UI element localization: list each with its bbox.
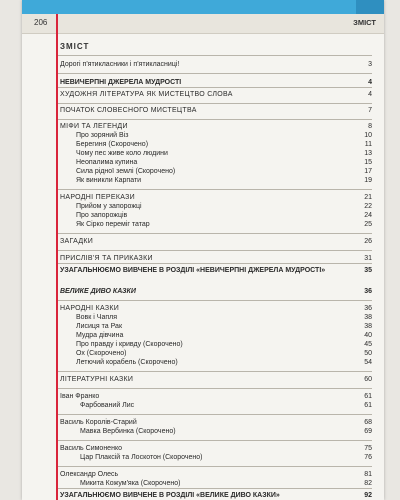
entry-page: 36 — [364, 288, 372, 295]
divider — [58, 414, 372, 415]
entry-page: 26 — [364, 238, 372, 245]
entry-page: 61 — [364, 402, 372, 409]
entry-text: Василь Симоненко — [60, 445, 122, 452]
entry-text: НАРОДНІ ПЕРЕКАЗИ — [60, 194, 135, 201]
top-color-band — [22, 0, 384, 14]
entry-page: 76 — [364, 454, 372, 461]
entry-page: 15 — [364, 159, 372, 166]
toc-entry — [58, 392, 372, 401]
toc-entry — [58, 202, 372, 211]
entry-text: Василь Королів-Старий — [60, 419, 137, 426]
divider — [58, 371, 372, 372]
entry-text: Лисиця та Рак — [76, 323, 123, 330]
toc-entry — [58, 193, 372, 202]
header-accent-line — [56, 14, 58, 33]
entry-page: 81 — [364, 471, 372, 478]
book-page — [22, 0, 384, 500]
entry-page: 3 — [368, 61, 372, 68]
toc-entry — [58, 287, 372, 296]
entry-text: Про зоряний Віз — [76, 132, 129, 139]
entry-page: 82 — [364, 480, 372, 487]
toc-entry — [58, 176, 372, 185]
divider — [58, 488, 372, 489]
divider — [58, 119, 372, 120]
toc-entry — [58, 427, 372, 436]
divider — [58, 388, 372, 389]
toc-entry — [58, 90, 372, 99]
toc-entry — [58, 106, 372, 115]
entry-page: 31 — [364, 255, 372, 262]
entry-page: 92 — [364, 492, 372, 499]
toc-entry — [58, 453, 372, 462]
toc-entry — [58, 304, 372, 313]
entry-text: УЗАГАЛЬНЮЄМО ВИВЧЕНЕ В РОЗДІЛІ «ВЕЛИКЕ ДИВО КАЗКИ» — [60, 492, 280, 499]
page-number: 206 — [34, 18, 48, 27]
toc-entry — [58, 331, 372, 340]
toc-entry — [58, 211, 372, 220]
toc-entry — [58, 158, 372, 167]
entry-page: 21 — [364, 194, 372, 201]
toc-entry — [58, 167, 372, 176]
entry-page: 50 — [364, 350, 372, 357]
entry-page: 25 — [364, 221, 372, 228]
running-header — [22, 14, 384, 34]
toc-entry — [58, 313, 372, 322]
entry-page: 22 — [364, 203, 372, 210]
entry-text: Фарбований Лис — [80, 402, 135, 409]
top-band-edge — [356, 0, 384, 14]
entry-text: Ох (Скорочено) — [76, 350, 127, 357]
toc-entry — [58, 418, 372, 427]
entry-text: Цар Плаксій та Лоскотон (Скорочено) — [80, 454, 203, 461]
entry-text: ЗАГАДКИ — [60, 238, 94, 245]
divider — [58, 233, 372, 234]
entry-text: НАРОДНІ КАЗКИ — [60, 305, 120, 312]
entry-page: 38 — [364, 323, 372, 330]
running-section-title: ЗМІСТ — [353, 18, 376, 27]
toc-entry — [58, 131, 372, 140]
entry-text: Про запорожців — [76, 212, 128, 219]
entry-page: 4 — [368, 79, 372, 86]
toc-entry — [58, 322, 372, 331]
entry-page: 60 — [364, 376, 372, 383]
entry-text: Мудра дівчина — [76, 332, 124, 339]
entry-text: Берегиня (Скорочено) — [76, 141, 149, 148]
entry-text: Мавка Вербинка (Скорочено) — [80, 428, 176, 435]
entry-page: 7 — [368, 107, 372, 114]
entry-page: 75 — [364, 445, 372, 452]
entry-text: НЕВИЧЕРПНІ ДЖЕРЕЛА МУДРОСТІ — [60, 79, 182, 86]
toc-entry — [58, 444, 372, 453]
entry-page: 68 — [364, 419, 372, 426]
toc-entry — [58, 122, 372, 131]
toc-entry — [58, 254, 372, 263]
entry-text: Микита Кожум'яка (Скорочено) — [80, 480, 181, 487]
entry-page: 8 — [368, 123, 372, 130]
entry-page: 17 — [364, 168, 372, 175]
entry-text: Вовк і Чапля — [76, 314, 118, 321]
entry-text: Прийом у запорожці — [76, 203, 142, 210]
entry-text: Неопалима купина — [76, 159, 138, 166]
table-of-contents — [58, 40, 372, 500]
entry-text: ПОЧАТОК СЛОВЕСНОГО МИСТЕЦТВА — [60, 107, 197, 114]
divider — [58, 250, 372, 251]
entry-text: ЛІТЕРАТУРНІ КАЗКИ — [60, 376, 134, 383]
entry-page: 13 — [364, 150, 372, 157]
divider — [58, 263, 372, 264]
toc-entry — [58, 78, 372, 87]
toc-entry — [58, 220, 372, 229]
divider — [58, 466, 372, 467]
entry-text: Іван Франко — [60, 393, 100, 400]
entry-text: Летючий корабель (Скорочено) — [76, 359, 178, 366]
toc-entry — [58, 149, 372, 158]
entry-page: 38 — [364, 314, 372, 321]
toc-entry — [58, 375, 372, 384]
entry-page: 45 — [364, 341, 372, 348]
entry-page: 61 — [364, 393, 372, 400]
entry-text: УЗАГАЛЬНЮЄМО ВИВЧЕНЕ В РОЗДІЛІ «НЕВИЧЕРПНІ ДЖЕРЕЛА МУДРОСТІ» — [60, 267, 326, 274]
entry-text: Сила рідної землі (Скорочено) — [76, 168, 176, 175]
toc-entry — [58, 401, 372, 410]
entry-page: 4 — [368, 91, 372, 98]
entry-text: Олександр Олесь — [60, 471, 119, 478]
toc-entry — [58, 60, 372, 69]
entry-page: 19 — [364, 177, 372, 184]
toc-entry — [58, 470, 372, 479]
entry-text: Про правду і кривду (Скорочено) — [76, 341, 183, 348]
entry-page: 36 — [364, 305, 372, 312]
entry-text: МІФИ ТА ЛЕГЕНДИ — [60, 123, 128, 130]
entry-text: Як Сірко переміг татар — [76, 221, 150, 228]
entry-page: 35 — [364, 267, 372, 274]
divider — [58, 87, 372, 88]
entry-text: Дорогі п'ятикласники і п'ятикласниці! — [60, 61, 180, 68]
entry-text: ПРИСЛІВ'Я ТА ПРИКАЗКИ — [60, 255, 153, 262]
entry-text: ВЕЛИКЕ ДИВО КАЗКИ — [60, 288, 136, 295]
toc-entry — [58, 349, 372, 358]
entry-text: Чому пес живе коло людини — [76, 150, 168, 157]
entry-page: 54 — [364, 359, 372, 366]
divider — [58, 300, 372, 301]
entry-page: 11 — [364, 141, 372, 148]
divider — [58, 103, 372, 104]
divider — [58, 440, 372, 441]
entry-page: 10 — [364, 132, 372, 139]
divider — [58, 189, 372, 190]
toc-entry — [58, 237, 372, 246]
entry-page: 69 — [364, 428, 372, 435]
toc-entry — [58, 140, 372, 149]
entry-page: 40 — [364, 332, 372, 339]
toc-entry — [58, 266, 372, 275]
toc-entry — [58, 358, 372, 367]
toc-entry — [58, 340, 372, 349]
entry-page: 24 — [364, 212, 372, 219]
toc-title: ЗМІСТ — [60, 42, 90, 51]
toc-entry — [58, 479, 372, 488]
toc-entry — [58, 491, 372, 500]
entry-text: Як виникли Карпати — [76, 177, 142, 184]
entry-text: ХУДОЖНЯ ЛІТЕРАТУРА ЯК МИСТЕЦТВО СЛОВА — [60, 91, 233, 98]
